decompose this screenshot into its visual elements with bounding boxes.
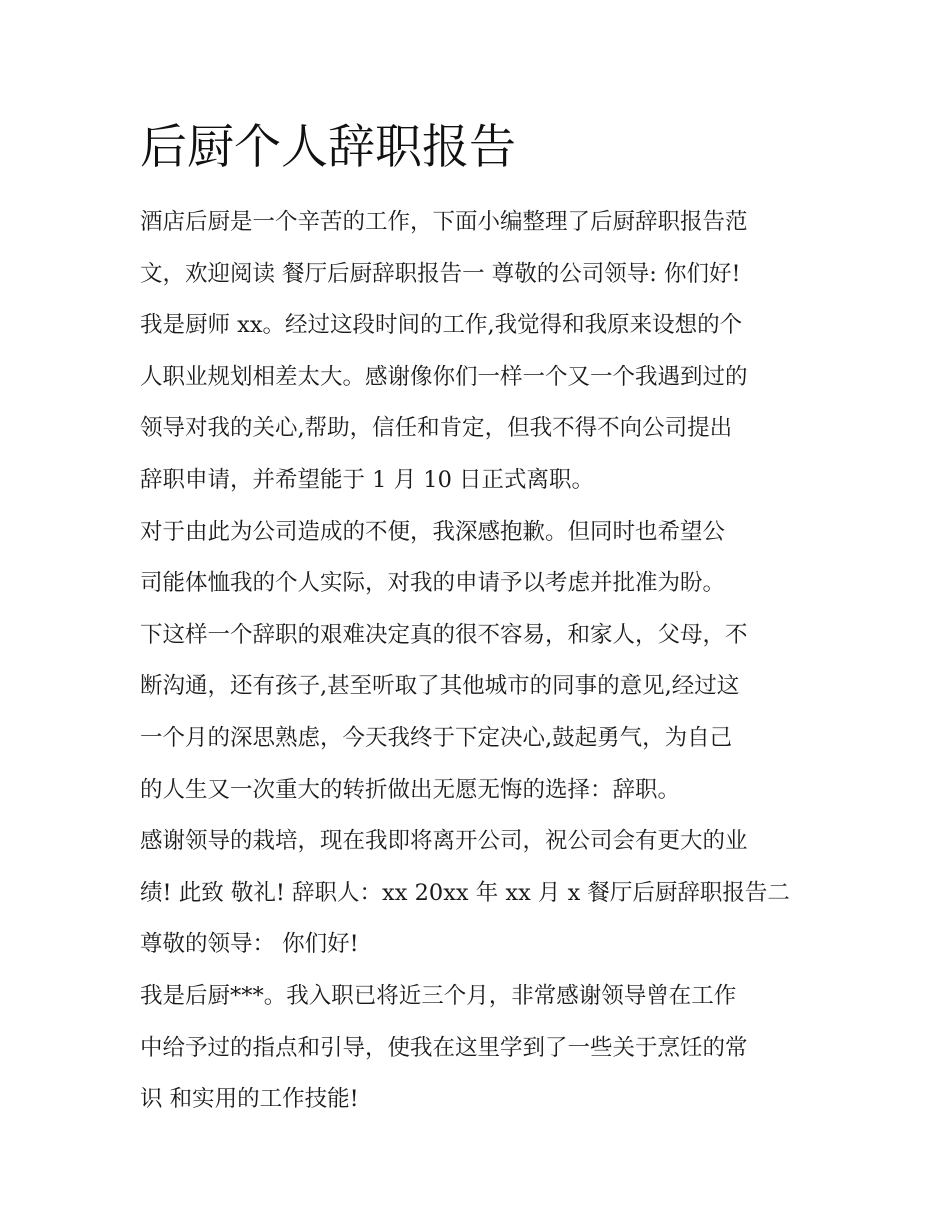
body-line-2: 文，欢迎阅读 餐厅后厨辞职报告一 尊敬的公司领导: 你们好! bbox=[140, 260, 741, 287]
document-title: 后厨个人辞职报告 bbox=[140, 120, 516, 175]
body-line-9: 下这样一个辞职的艰难决定真的很不容易，和家人，父母，不 bbox=[140, 621, 748, 648]
body-line-14: 绩! 此致 敬礼! 辞职人：xx 20xx 年 xx 月 x 餐厅后厨辞职报告二 bbox=[140, 879, 790, 906]
body-line-13: 感谢领导的栽培，现在我即将离开公司，祝公司会有更大的业 bbox=[140, 828, 748, 855]
body-line-17: 中给予过的指点和引导，使我在这里学到了一些关于烹饪的常 bbox=[140, 1034, 748, 1061]
body-line-1: 酒店后厨是一个辛苦的工作，下面小编整理了后厨辞职报告范 bbox=[140, 209, 748, 235]
body-line-18: 识 和实用的工作技能! bbox=[140, 1086, 359, 1113]
body-line-5: 领导对我的关心,帮助，信任和肯定，但我不得不向公司提出 bbox=[140, 415, 733, 442]
body-line-12: 的人生又一次重大的转折做出无愿无悔的选择：辞职。 bbox=[140, 776, 681, 803]
body-line-15: 尊敬的领导： 你们好! bbox=[140, 931, 359, 958]
body-line-11: 一个月的深思熟虑，今天我终于下定决心,鼓起勇气，为自己 bbox=[140, 724, 733, 751]
document-body bbox=[140, 200, 820, 1129]
body-line-6: 辞职申请，并希望能于 1 月 10 日正式离职。 bbox=[140, 466, 595, 493]
body-line-4: 人职业规划相差太大。感谢像你们一样一个又一个我遇到过的 bbox=[140, 363, 748, 390]
body-line-16: 我是后厨***。我入职已将近三个月，非常感谢领导曾在工作 bbox=[140, 982, 737, 1009]
body-line-7: 对于由此为公司造成的不便，我深感抱歉。但同时也希望公 bbox=[140, 518, 726, 545]
body-line-10: 断沟通，还有孩子,甚至听取了其他城市的同事的意见,经过这 bbox=[140, 673, 740, 700]
body-line-3: 我是厨师 xx。经过这段时间的工作,我觉得和我原来设想的个 bbox=[140, 312, 743, 339]
body-line-8: 司能体恤我的个人实际，对我的申请予以考虑并批准为盼。 bbox=[140, 570, 726, 597]
